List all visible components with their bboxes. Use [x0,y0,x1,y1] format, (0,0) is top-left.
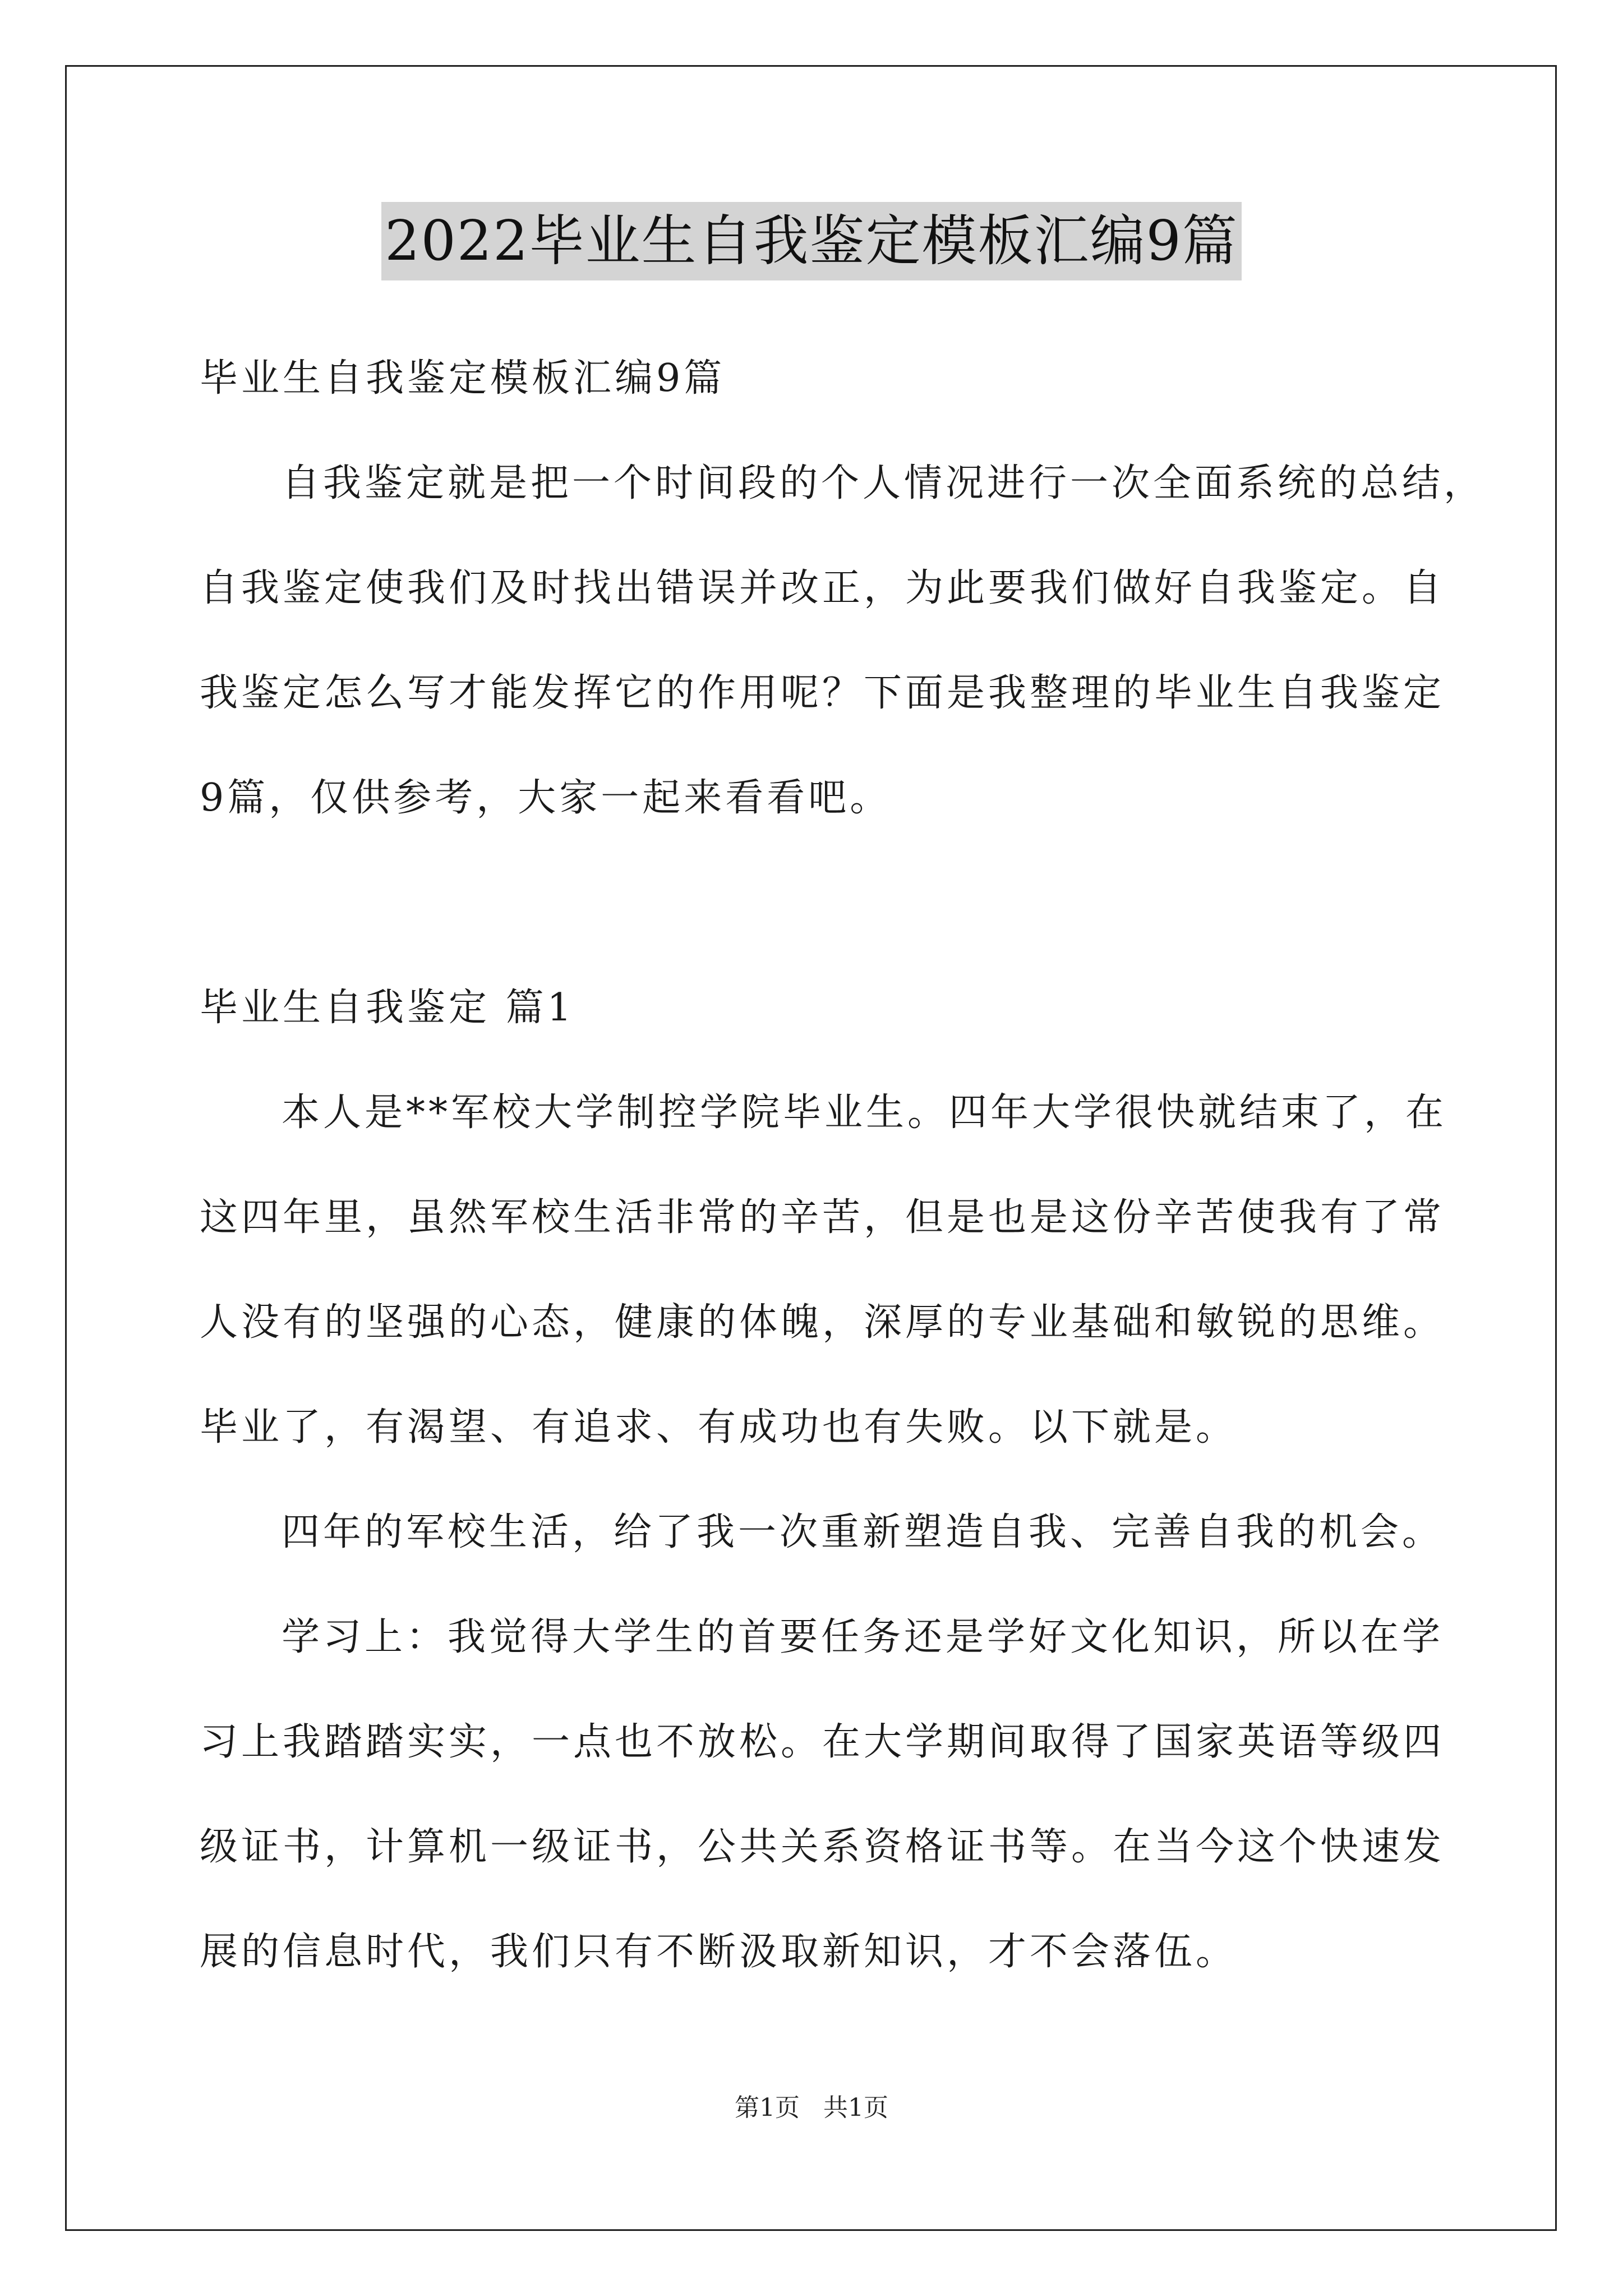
paragraph-line: 学习上：我觉得大学生的首要任务还是学好文化知识，所以在学 [282,1615,1444,1659]
document-body [200,342,1486,2021]
paragraph-line: 级证书，计算机一级证书，公共关系资格证书等。在当今这个快速发 [200,1825,1445,1869]
intro-line: 自我鉴定使我们及时找出错误并改正，为此要我们做好自我鉴定。自 [200,566,1445,610]
title-area [0,202,1623,280]
section-heading: 毕业生自我鉴定 篇1 [200,986,575,1030]
paragraph-line: 人没有的坚强的心态，健康的体魄，深厚的专业基础和敏锐的思维。 [200,1300,1445,1345]
intro-line: 自我鉴定就是把一个时间段的个人情况进行一次全面系统的总结， [282,461,1486,505]
paragraph-line: 本人是**军校大学制控学院毕业生。四年大学很快就结束了，在 [282,1091,1447,1135]
intro-line: 我鉴定怎么写才能发挥它的作用呢？下面是我整理的毕业生自我鉴定 [200,671,1445,715]
document-title: 2022毕业生自我鉴定模板汇编9篇 [381,202,1242,280]
paragraph-line: 展的信息时代，我们只有不断汲取新知识，才不会落伍。 [200,1930,1238,1974]
intro-line: 9篇，仅供参考，大家一起来看看吧。 [200,776,892,820]
page-number-footer: 第1页 共1页 [735,2093,888,2122]
section-spacer [200,867,1436,972]
paragraph-line: 习上我踏踏实实，一点也不放松。在大学期间取得了国家英语等级四 [200,1720,1445,1764]
document-subtitle: 毕业生自我鉴定模板汇编9篇 [200,356,726,401]
paragraph-line: 四年的军校生活，给了我一次重新塑造自我、完善自我的机会。 [282,1510,1444,1554]
paragraph-line: 毕业了，有渴望、有追求、有成功也有失败。以下就是。 [200,1405,1238,1450]
paragraph-line: 这四年里，虽然军校生活非常的辛苦，但是也是这份辛苦使我有了常 [200,1195,1445,1240]
